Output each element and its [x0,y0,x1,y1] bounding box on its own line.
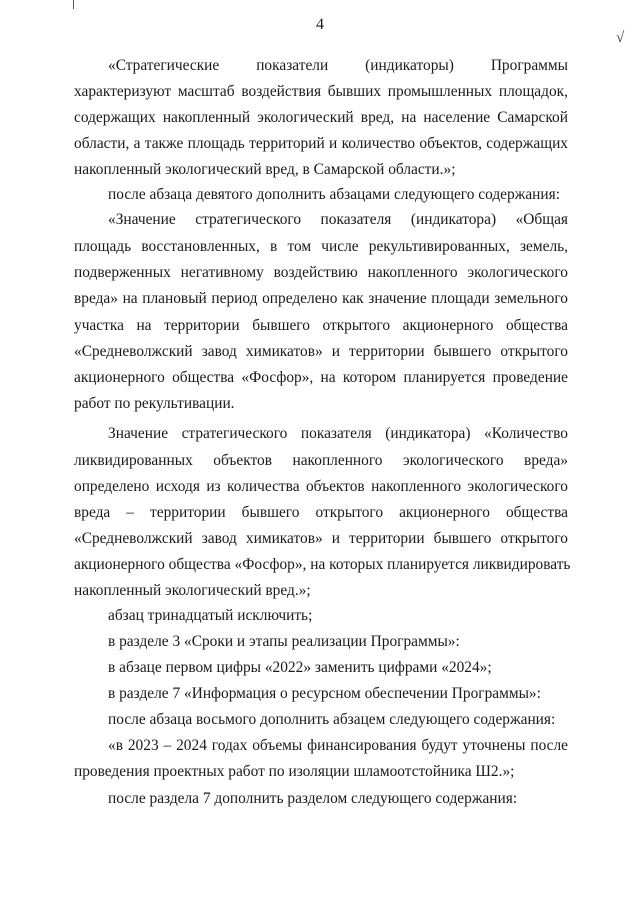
text-line: вреда – территории бывшего открытого акционерного общества [74,504,568,521]
text-line: акционерного общества «Фосфор», на которых планируется ликвидировать [74,556,571,573]
text-line: ликвидированных объектов накопленного экологического вреда» [74,452,568,469]
text-line: Значение стратегического показателя (индикатора) «Количество [108,425,568,442]
text-line: «Средневолжский завод химикатов» и территории бывшего открытого [74,530,568,547]
text-line: «в 2023 – 2024 годах объемы финансирования будут уточнены после [108,737,568,754]
scan-artifact-tick [73,0,74,9]
text-line: «Средневолжский завод химикатов» и территории бывшего открытого [74,343,568,360]
text-line: содержащих накопленный экологический вред, на население Самарской [74,109,568,126]
text-line: накопленный экологический вред, в Самарской области.»; [74,161,456,178]
text-line: накопленный экологический вред.»; [74,582,311,599]
text-line: в разделе 3 «Сроки и этапы реализации Программы»: [108,633,460,650]
page-number: 4 [316,16,324,33]
text-line: области, а также площадь территорий и количество объектов, содержащих [74,135,568,152]
text-line: «Стратегические показатели (индикаторы) Программы [108,57,568,74]
text-line: после раздела 7 дополнить разделом следующего содержания: [108,790,518,807]
text-line: «Значение стратегического показателя (индикатора) «Общая [108,211,568,228]
handwritten-check-mark: √ [616,30,625,46]
text-line: вреда» на плановый период определено как значение площади земельного [74,290,568,307]
text-line: площадь восстановленных, в том числе рекультивированных, земель, [74,238,568,255]
text-line: участка на территории бывшего открытого акционерного общества [74,317,568,334]
text-line: в разделе 7 «Информация о ресурсном обеспечении Программы»: [108,685,541,702]
text-line: акционерного общества «Фосфор», на котором планируется проведение [74,369,568,386]
text-line: после абзаца девятого дополнить абзацами следующего содержания: [108,186,561,203]
text-line: характеризуют масштаб воздействия бывших промышленных площадок, [74,83,568,100]
text-line: в абзаце первом цифры «2022» заменить цифрами «2024»; [108,659,492,676]
text-line: определено исходя из количества объектов накопленного экологического [74,478,568,495]
text-line: абзац тринадцатый исключить; [108,607,313,624]
text-line: подверженных негативному воздействию накопленного экологического [74,264,568,281]
text-line: работ по рекультивации. [74,395,235,412]
text-line: проведения проектных работ по изоляции шламоотстойника Ш2.»; [74,763,515,780]
text-line: после абзаца восьмого дополнить абзацем следующего содержания: [108,711,556,728]
